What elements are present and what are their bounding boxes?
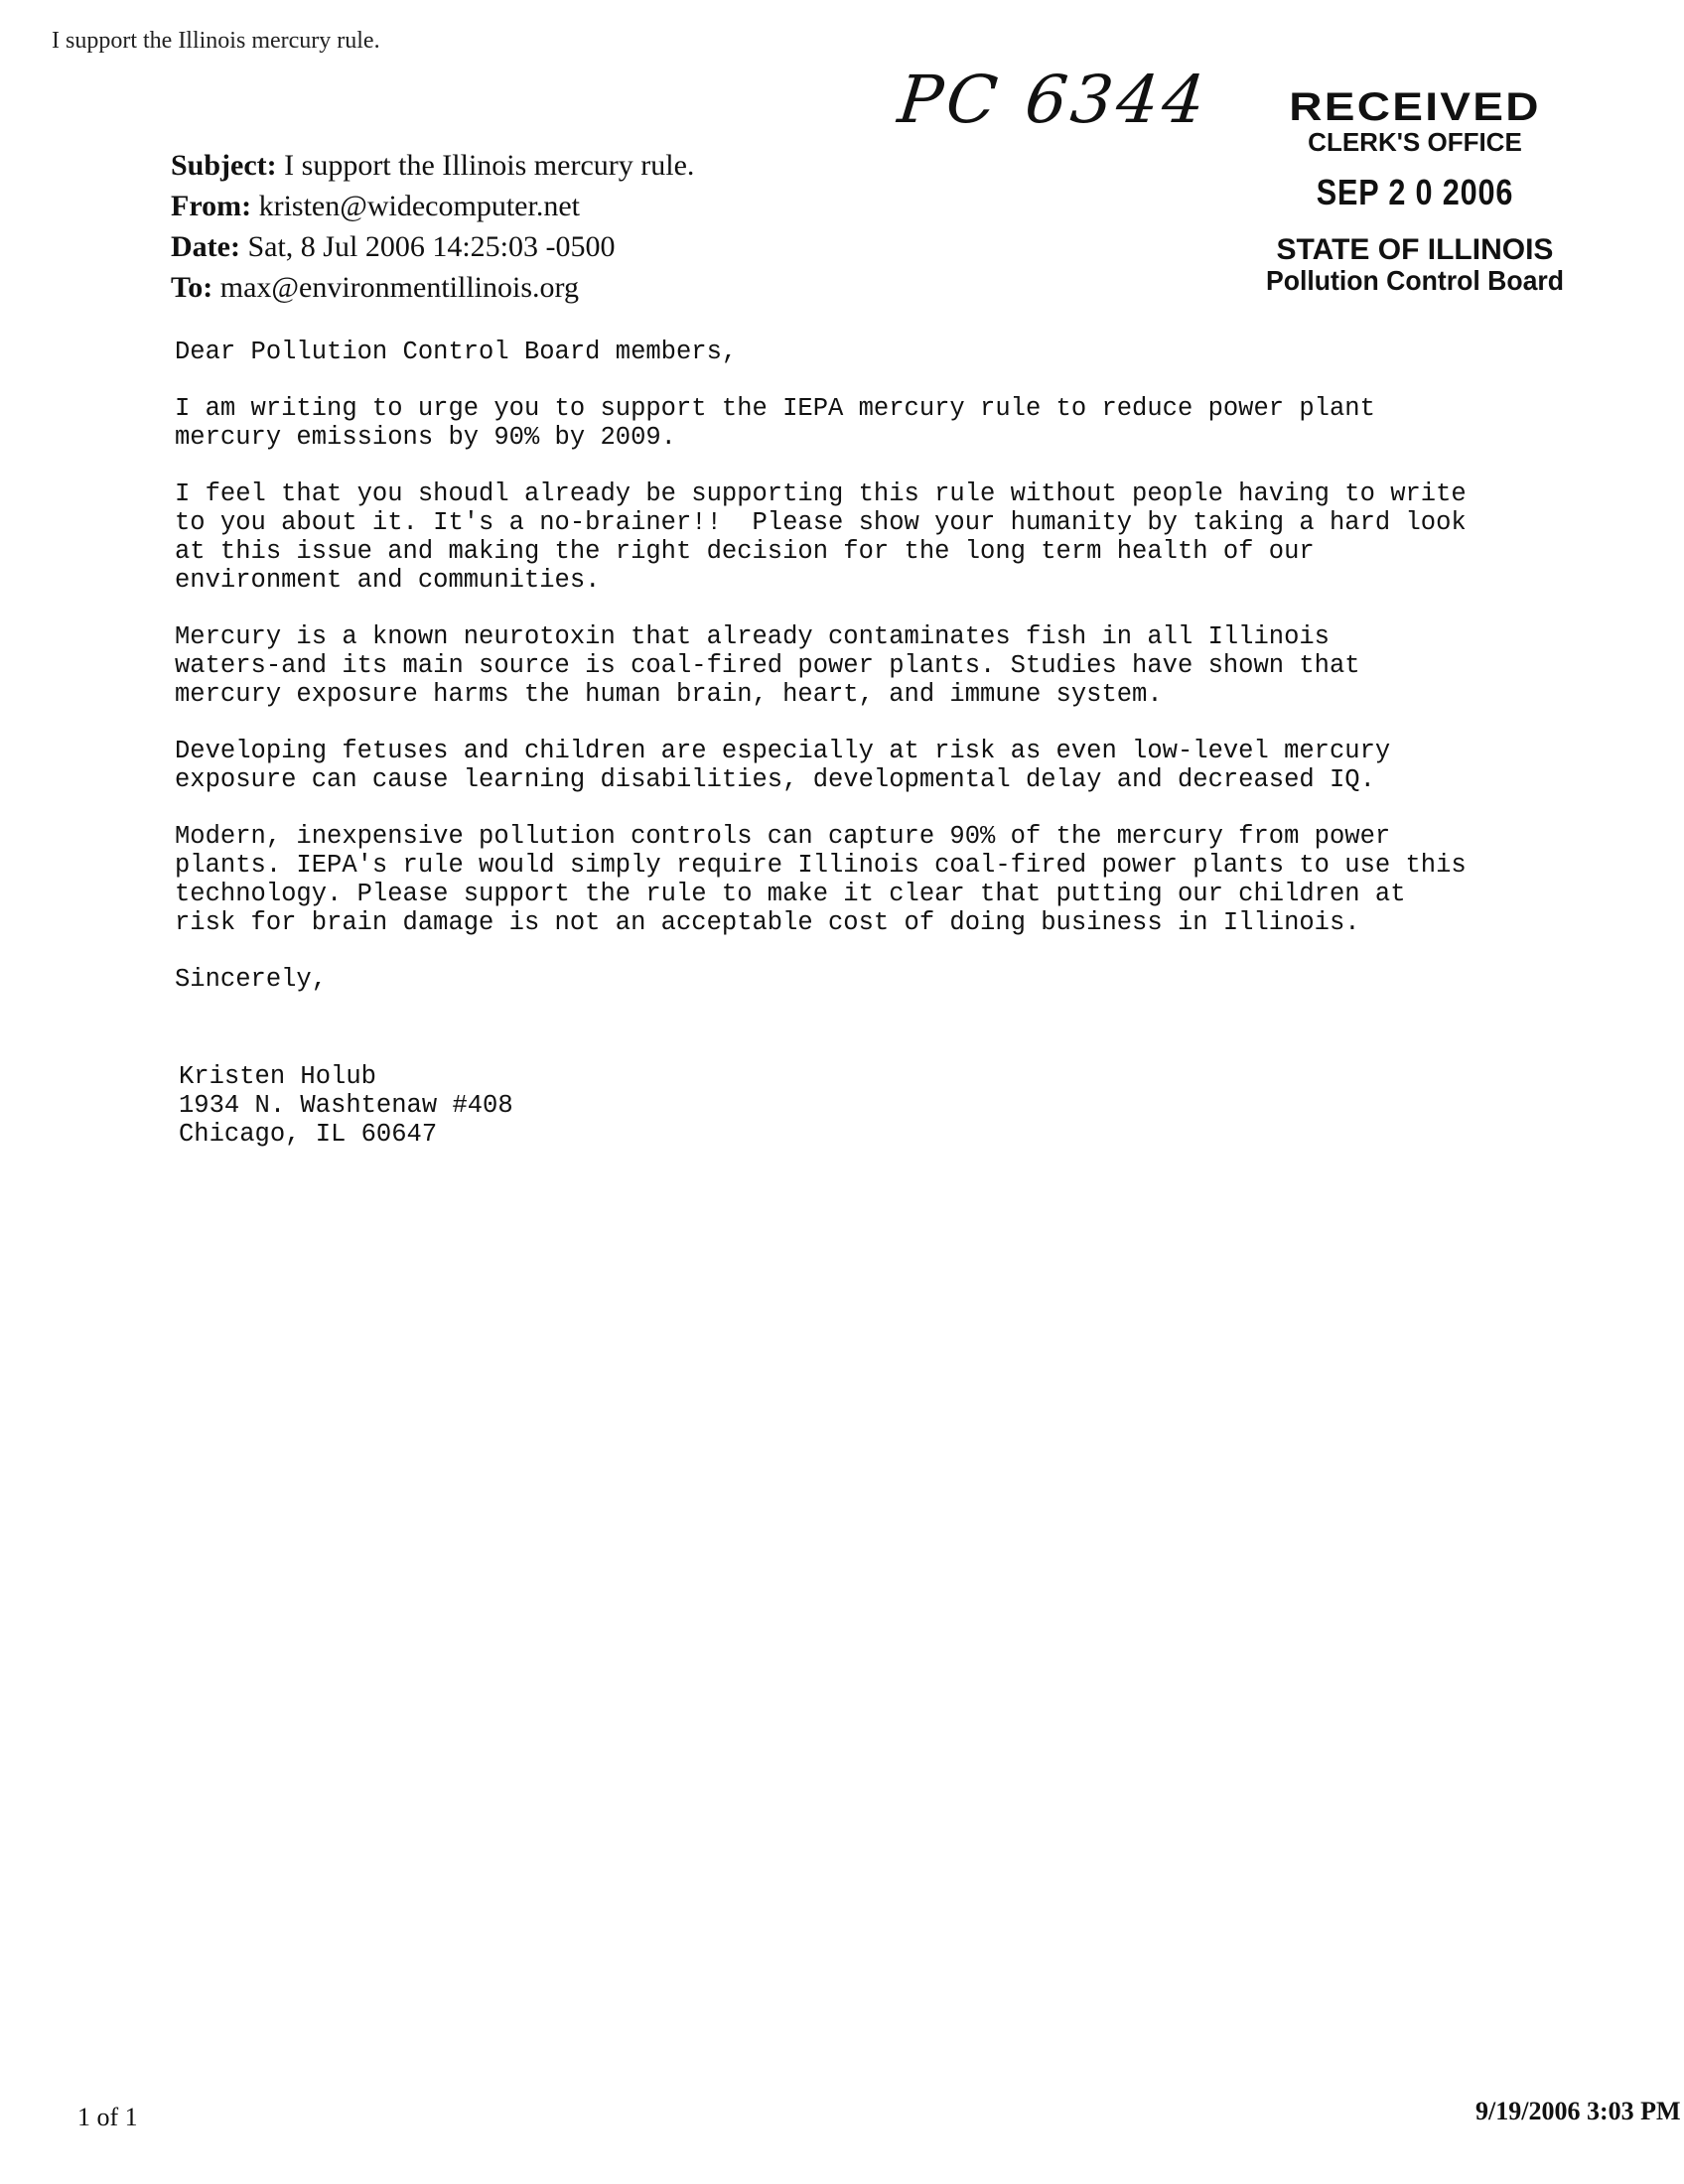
letter-paragraph: I feel that you shoudl already be supporting this rule without people having to write to you about it. It's a no-brainer!! Please show your humanity by taking a hard look at this issue and making the right decision for the long term health of our environment and communities. <box>175 479 1467 595</box>
to-label: To: <box>171 271 213 304</box>
stamp-office: CLERK'S OFFICE <box>1308 127 1522 157</box>
letter-body <box>175 338 1585 1022</box>
date-label: Date: <box>171 230 240 263</box>
subject-value: I support the Illinois mercury rule. <box>284 149 695 182</box>
handwritten-docket-number: PC 6344 <box>894 62 1212 138</box>
from-label: From: <box>171 190 252 222</box>
page-count: 1 of 1 <box>77 2103 138 2131</box>
signature-block <box>179 1062 513 1149</box>
letter-paragraph: Developing fetuses and children are especially at risk as even low-level mercury exposure can cause learning disabilities, developmental delay and decreased IQ. <box>175 737 1391 794</box>
received-stamp <box>1246 87 1584 296</box>
email-to-row <box>171 267 694 308</box>
signature-name: Kristen Holub <box>179 1062 376 1091</box>
stamp-board: Pollution Control Board <box>1266 265 1564 296</box>
stamp-date: SEP 2 0 2006 <box>1316 172 1514 212</box>
to-value: max@environmentillinois.org <box>219 271 579 304</box>
signature-address-line-2: Chicago, IL 60647 <box>179 1120 438 1149</box>
stamp-received: RECEIVED <box>1289 85 1541 129</box>
subject-label: Subject: <box>171 149 277 182</box>
letter-paragraph: Mercury is a known neurotoxin that already contaminates fish in all Illinois waters-and its main source is coal-fired power plants. Studies have shown that mercury exposure harms the human brain, heart, and immune system. <box>175 622 1360 709</box>
page-header-title: I support the Illinois mercury rule. <box>52 28 380 54</box>
email-date-row <box>171 226 694 267</box>
letter-paragraph: I am writing to urge you to support the IEPA mercury rule to reduce power plant mercury emissions by 90% by 2009. <box>175 394 1375 452</box>
from-value: kristen@widecomputer.net <box>258 190 580 222</box>
email-from-row <box>171 186 694 226</box>
email-subject-row <box>171 145 694 186</box>
letter-closing: Sincerely, <box>175 965 328 994</box>
date-value: Sat, 8 Jul 2006 14:25:03 -0500 <box>247 230 616 263</box>
letter-greeting: Dear Pollution Control Board members, <box>175 338 738 366</box>
letter-paragraph: Modern, inexpensive pollution controls can capture 90% of the mercury from power plants. IEPA's rule would simply require Illinois coal-fired power plants to use this technology. Please support the rule to make it clear that putting our children at risk for brain damage is not an acceptable cost of doing business in Illinois. <box>175 822 1467 937</box>
signature-address-line-1: 1934 N. Washtenaw #408 <box>179 1091 513 1120</box>
stamp-state: STATE OF ILLINOIS <box>1276 233 1554 266</box>
print-timestamp: 9/19/2006 3:03 PM <box>1475 2097 1681 2125</box>
email-header <box>171 145 694 308</box>
